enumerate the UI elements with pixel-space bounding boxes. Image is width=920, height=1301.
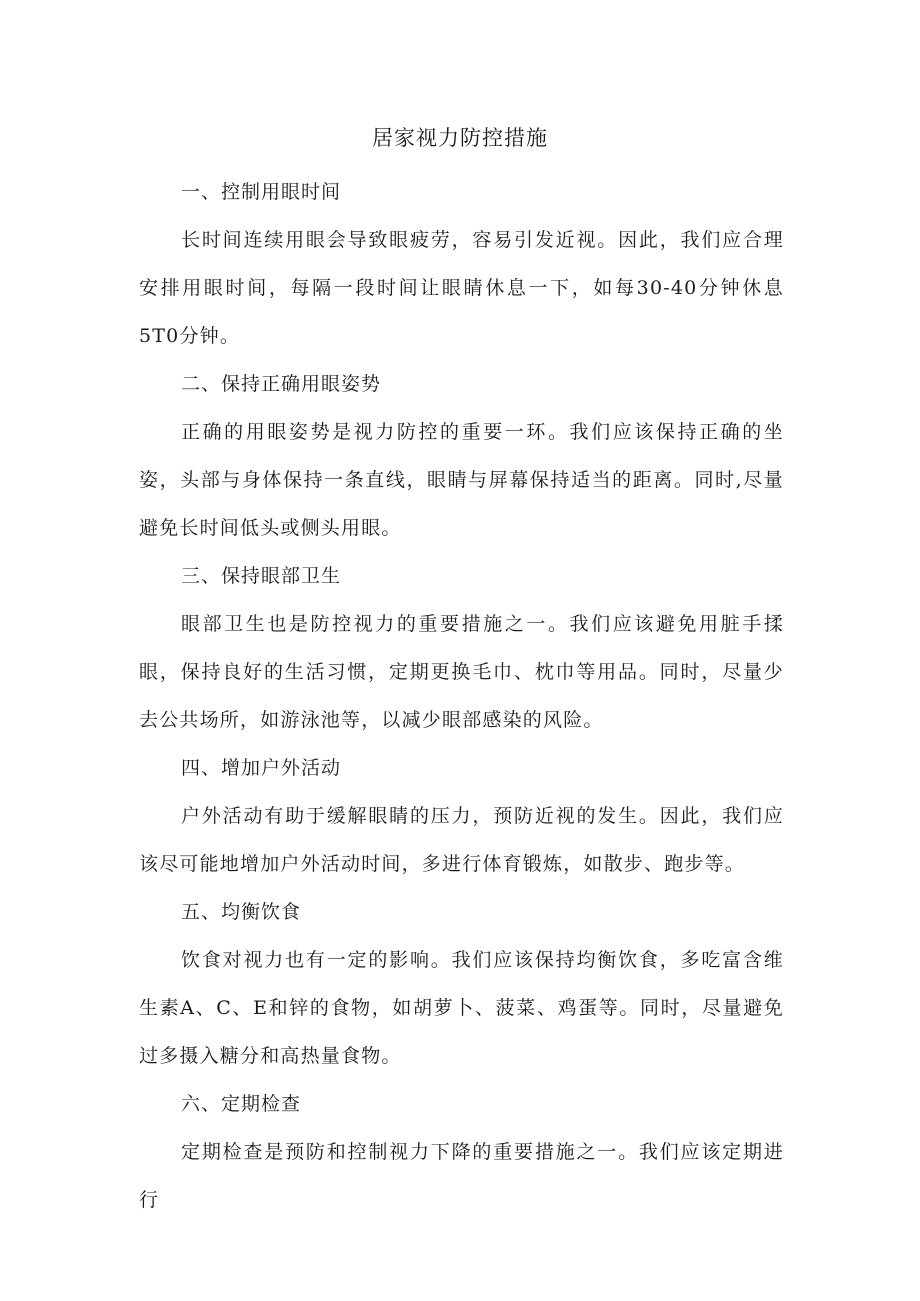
section-heading: 四、增加户外活动 bbox=[181, 757, 342, 779]
section-heading: 五、均衡饮食 bbox=[181, 901, 302, 923]
section-2 bbox=[139, 360, 784, 552]
section-paragraph: 户外活动有助于缓解眼睛的压力，预防近视的发生。因此，我们应该尽可能地增加户外活动时间，多进行体育锻炼，如散步、跑步等。 bbox=[139, 805, 784, 875]
section-3 bbox=[139, 552, 784, 744]
section-paragraph: 长时间连续用眼会导致眼疲劳，容易引发近视。因此，我们应合理安排用眼时间，每隔一段时间让眼睛休息一下，如每30-40分钟休息5T0分钟。 bbox=[139, 229, 784, 347]
section-6 bbox=[139, 1080, 784, 1224]
section-heading: 二、保持正确用眼姿势 bbox=[181, 373, 382, 395]
section-paragraph: 饮食对视力也有一定的影响。我们应该保持均衡饮食，多吃富含维生素A、C、E和锌的食物，如胡萝卜、菠菜、鸡蛋等。同时，尽量避免过多摄入糖分和高热量食物。 bbox=[139, 949, 784, 1067]
section-1 bbox=[139, 168, 784, 360]
section-heading: 三、保持眼部卫生 bbox=[181, 565, 342, 587]
document-title: 居家视力防控措施 bbox=[372, 126, 548, 150]
document-body bbox=[139, 168, 784, 1224]
section-paragraph: 正确的用眼姿势是视力防控的重要一环。我们应该保持正确的坐姿，头部与身体保持一条直线，眼睛与屏幕保持适当的距离。同时,尽量避免长时间低头或侧头用眼。 bbox=[139, 421, 784, 539]
section-paragraph: 眼部卫生也是防控视力的重要措施之一。我们应该避免用脏手揉眼，保持良好的生活习惯，定期更换毛巾、枕巾等用品。同时，尽量少去公共场所，如游泳池等，以减少眼部感染的风险。 bbox=[139, 613, 784, 731]
section-5 bbox=[139, 888, 784, 1080]
section-paragraph: 定期检查是预防和控制视力下降的重要措施之一。我们应该定期进行 bbox=[139, 1141, 784, 1211]
section-4 bbox=[139, 744, 784, 888]
section-heading: 一、控制用眼时间 bbox=[181, 181, 342, 203]
section-heading: 六、定期检查 bbox=[181, 1093, 302, 1115]
